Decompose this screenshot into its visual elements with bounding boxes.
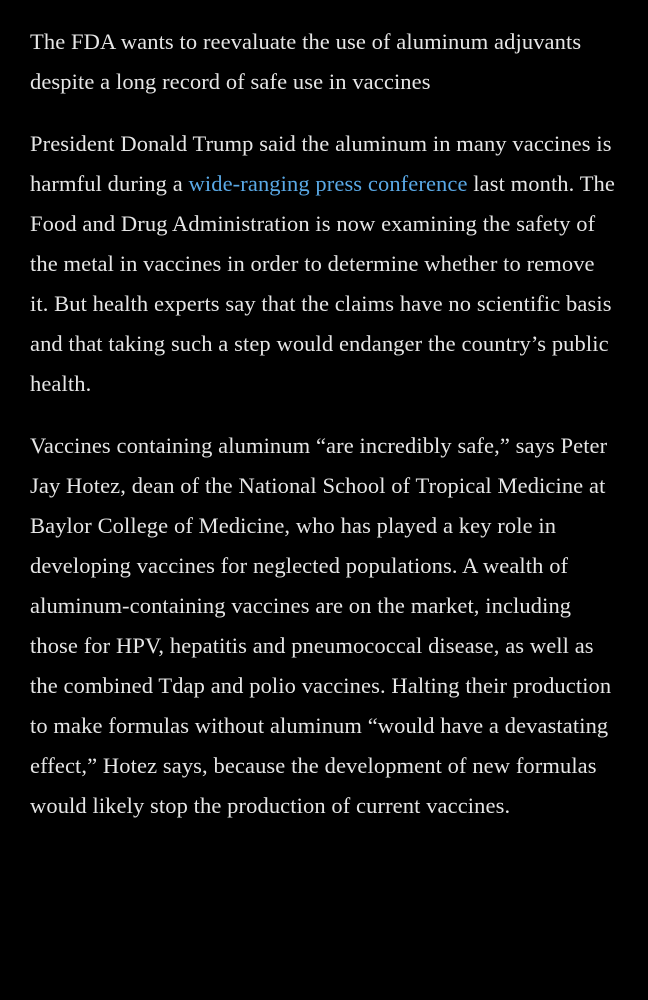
article-dek: The FDA wants to reevaluate the use of aluminum adjuvants despite a long record of safe use in vaccines [30, 29, 582, 94]
article-paragraph-2 [30, 124, 618, 404]
paragraph-2-text-before-link: President Donald Trump said the aluminum in many vaccines is harmful during a [30, 131, 612, 196]
wide-ranging-press-conference-link[interactable]: wide-ranging press conference [188, 171, 468, 196]
paragraph-2-text-after-link: last month. The Food and Drug Administration is now examining the safety of the metal in vaccines in order to determine whether to remove it. But health experts say that the claims have no scientific basis and that taking such a step would endanger the country’s public health. [30, 171, 615, 396]
article-paragraph-3: Vaccines containing aluminum “are incredibly safe,” says Peter Jay Hotez, dean of the National School of Tropical Medicine at Baylor College of Medicine, who has played a key role in developing vaccines for neglected populations. A wealth of aluminum-containing vaccines are on the market, including those for HPV, hepatitis and pneumococcal disease, as well as the combined Tdap and polio vaccines. Halting their production to make formulas without aluminum “would have a devastating effect,” Hotez says, because the development of new formulas would likely stop the production of current vaccines. [30, 433, 612, 818]
